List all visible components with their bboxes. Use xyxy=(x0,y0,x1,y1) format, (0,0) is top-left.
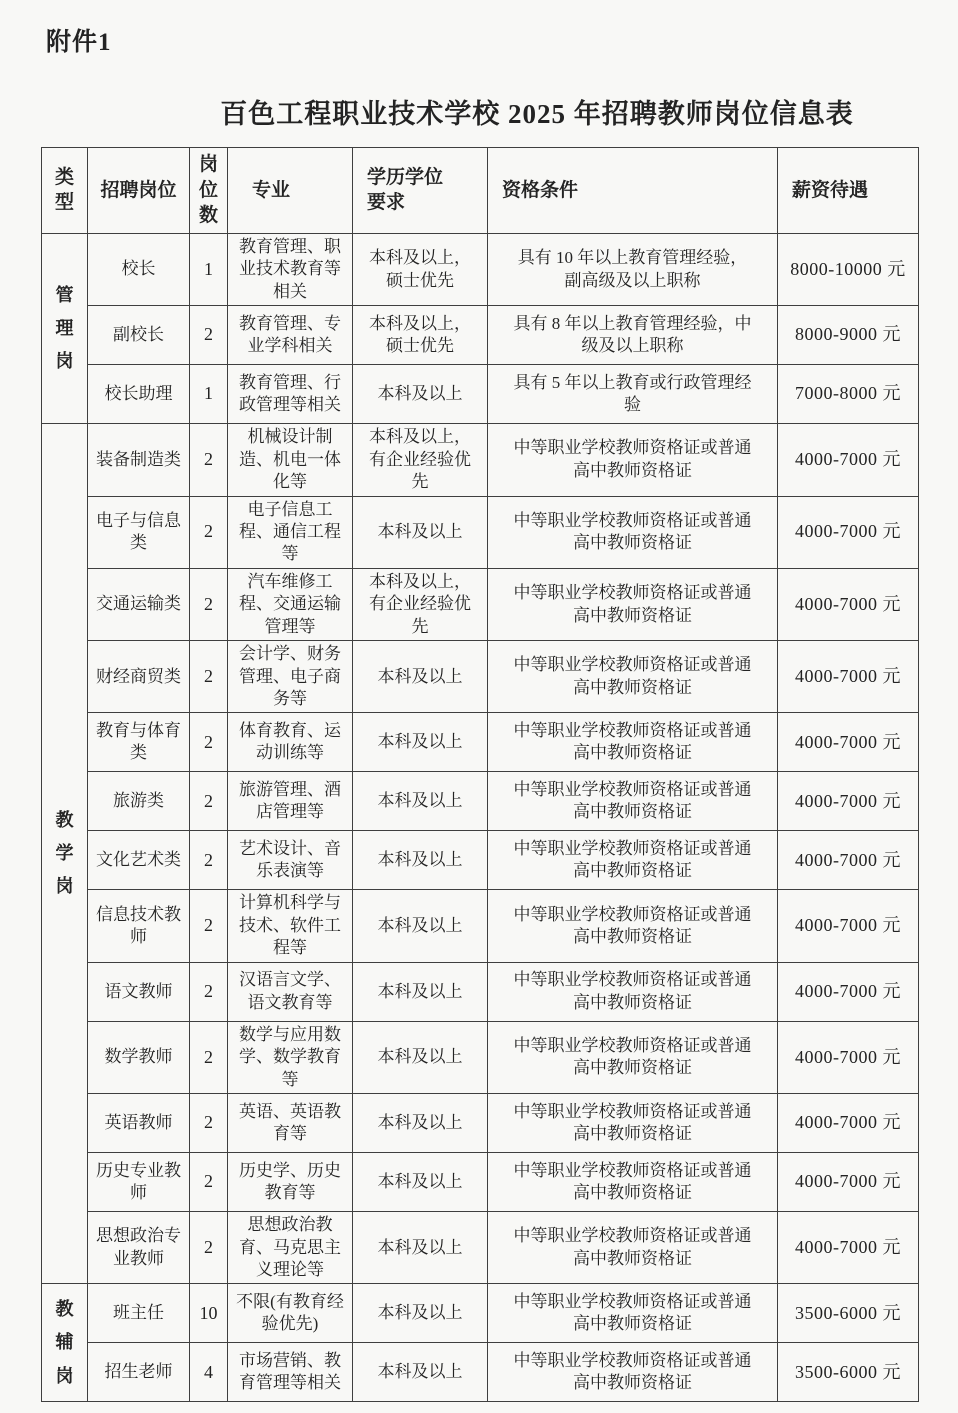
count-cell: 2 xyxy=(190,1021,228,1093)
position-cell: 文化艺术类 xyxy=(88,831,190,890)
attachment-label: 附件1 xyxy=(46,29,112,56)
education-cell: 本科及以上 xyxy=(353,962,488,1021)
count-cell: 2 xyxy=(190,496,228,568)
type-group-label: 管理岗 xyxy=(55,284,74,372)
salary-cell: 4000-7000 元 xyxy=(778,424,919,496)
qualification-cell: 中等职业学校教师资格证或普通高中教师资格证 xyxy=(488,1284,778,1343)
count-cell: 2 xyxy=(190,1153,228,1212)
position-cell: 招生老师 xyxy=(88,1343,190,1402)
count-cell: 2 xyxy=(190,772,228,831)
salary-cell: 4000-7000 元 xyxy=(778,890,919,962)
education-cell: 本科及以上 xyxy=(353,1094,488,1153)
qualification-cell: 中等职业学校教师资格证或普通高中教师资格证 xyxy=(488,772,778,831)
table-row xyxy=(42,496,919,568)
table-row xyxy=(42,233,919,305)
header-major: 专业 xyxy=(228,148,353,234)
salary-cell: 7000-8000 元 xyxy=(778,365,919,424)
major-cell: 汉语言文学、语文教育等 xyxy=(228,962,353,1021)
header-salary: 薪资待遇 xyxy=(778,148,919,234)
table-row xyxy=(42,890,919,962)
count-cell: 2 xyxy=(190,962,228,1021)
qualification-cell: 中等职业学校教师资格证或普通高中教师资格证 xyxy=(488,962,778,1021)
count-cell: 1 xyxy=(190,365,228,424)
header-type-label: 类型 xyxy=(54,166,74,214)
salary-cell: 4000-7000 元 xyxy=(778,831,919,890)
count-cell: 2 xyxy=(190,306,228,365)
major-cell: 艺术设计、音乐表演等 xyxy=(228,831,353,890)
salary-cell: 4000-7000 元 xyxy=(778,713,919,772)
education-cell: 本科及以上 xyxy=(353,1284,488,1343)
position-cell: 财经商贸类 xyxy=(88,641,190,713)
table-row xyxy=(42,641,919,713)
education-cell: 本科及以上 xyxy=(353,831,488,890)
table-body xyxy=(42,233,919,1402)
type-group-label: 教辅岗 xyxy=(55,1298,74,1386)
count-cell: 10 xyxy=(190,1284,228,1343)
table-row xyxy=(42,424,919,496)
table-row xyxy=(42,568,919,640)
position-cell: 装备制造类 xyxy=(88,424,190,496)
table-row xyxy=(42,1343,919,1402)
qualification-cell: 中等职业学校教师资格证或普通高中教师资格证 xyxy=(488,1021,778,1093)
count-cell: 2 xyxy=(190,890,228,962)
qualification-cell: 中等职业学校教师资格证或普通高中教师资格证 xyxy=(488,496,778,568)
type-group-cell xyxy=(42,233,88,423)
position-cell: 副校长 xyxy=(88,306,190,365)
major-cell: 教育管理、职业技术教育等相关 xyxy=(228,233,353,305)
qualification-cell: 中等职业学校教师资格证或普通高中教师资格证 xyxy=(488,1212,778,1284)
count-cell: 2 xyxy=(190,1212,228,1284)
major-cell: 历史学、历史教育等 xyxy=(228,1153,353,1212)
position-cell: 校长 xyxy=(88,233,190,305)
position-cell: 思想政治专业教师 xyxy=(88,1212,190,1284)
count-cell: 2 xyxy=(190,641,228,713)
position-cell: 交通运输类 xyxy=(88,568,190,640)
qualification-cell: 中等职业学校教师资格证或普通高中教师资格证 xyxy=(488,1094,778,1153)
salary-cell: 4000-7000 元 xyxy=(778,1021,919,1093)
position-cell: 校长助理 xyxy=(88,365,190,424)
major-cell: 思想政治教育、马克思主义理论等 xyxy=(228,1212,353,1284)
count-cell: 1 xyxy=(190,233,228,305)
major-cell: 不限(有教育经验优先) xyxy=(228,1284,353,1343)
salary-cell: 8000-10000 元 xyxy=(778,233,919,305)
salary-cell: 4000-7000 元 xyxy=(778,568,919,640)
salary-cell: 4000-7000 元 xyxy=(778,772,919,831)
salary-cell: 4000-7000 元 xyxy=(778,1153,919,1212)
position-cell: 英语教师 xyxy=(88,1094,190,1153)
count-cell: 2 xyxy=(190,713,228,772)
qualification-cell: 具有 5 年以上教育或行政管理经验 xyxy=(488,365,778,424)
position-cell: 班主任 xyxy=(88,1284,190,1343)
table-row xyxy=(42,1212,919,1284)
major-cell: 数学与应用数学、数学教育等 xyxy=(228,1021,353,1093)
qualification-cell: 中等职业学校教师资格证或普通高中教师资格证 xyxy=(488,1343,778,1402)
major-cell: 英语、英语教育等 xyxy=(228,1094,353,1153)
education-cell: 本科及以上 xyxy=(353,496,488,568)
count-cell: 2 xyxy=(190,1094,228,1153)
table-row xyxy=(42,1094,919,1153)
major-cell: 旅游管理、酒店管理等 xyxy=(228,772,353,831)
salary-cell: 3500-6000 元 xyxy=(778,1284,919,1343)
education-cell: 本科及以上 xyxy=(353,713,488,772)
position-cell: 数学教师 xyxy=(88,1021,190,1093)
qualification-cell: 中等职业学校教师资格证或普通高中教师资格证 xyxy=(488,424,778,496)
education-cell: 本科及以上，有企业经验优先 xyxy=(353,568,488,640)
table-row xyxy=(42,365,919,424)
education-cell: 本科及以上 xyxy=(353,365,488,424)
type-group-cell xyxy=(42,1284,88,1402)
qualification-cell: 中等职业学校教师资格证或普通高中教师资格证 xyxy=(488,713,778,772)
table-row xyxy=(42,1153,919,1212)
table-row xyxy=(42,306,919,365)
qualification-cell: 中等职业学校教师资格证或普通高中教师资格证 xyxy=(488,831,778,890)
position-cell: 信息技术教师 xyxy=(88,890,190,962)
table-row xyxy=(42,1284,919,1343)
table-row xyxy=(42,831,919,890)
salary-cell: 4000-7000 元 xyxy=(778,496,919,568)
header-position: 招聘岗位 xyxy=(88,148,190,234)
position-cell: 教育与体育类 xyxy=(88,713,190,772)
major-cell: 电子信息工程、通信工程等 xyxy=(228,496,353,568)
salary-cell: 4000-7000 元 xyxy=(778,1094,919,1153)
major-cell: 市场营销、教育管理等相关 xyxy=(228,1343,353,1402)
salary-cell: 8000-9000 元 xyxy=(778,306,919,365)
salary-cell: 4000-7000 元 xyxy=(778,641,919,713)
header-qualification: 资格条件 xyxy=(488,148,778,234)
education-cell: 本科及以上 xyxy=(353,1021,488,1093)
qualification-cell: 中等职业学校教师资格证或普通高中教师资格证 xyxy=(488,641,778,713)
qualification-cell: 中等职业学校教师资格证或普通高中教师资格证 xyxy=(488,1153,778,1212)
table-row xyxy=(42,772,919,831)
major-cell: 机械设计制造、机电一体化等 xyxy=(228,424,353,496)
header-count xyxy=(190,148,228,234)
education-cell: 本科及以上，硕士优先 xyxy=(353,233,488,305)
table-row xyxy=(42,713,919,772)
position-cell: 语文教师 xyxy=(88,962,190,1021)
table-row xyxy=(42,1021,919,1093)
header-type xyxy=(42,148,88,234)
type-group-label: 教学岗 xyxy=(55,809,74,897)
qualification-cell: 具有 10 年以上教育管理经验，副高级及以上职称 xyxy=(488,233,778,305)
education-cell: 本科及以上 xyxy=(353,641,488,713)
salary-cell: 4000-7000 元 xyxy=(778,962,919,1021)
education-cell: 本科及以上 xyxy=(353,1212,488,1284)
header-count-label: 岗位数 xyxy=(198,154,218,227)
table-header-row xyxy=(42,148,919,234)
major-cell: 会计学、财务管理、电子商务等 xyxy=(228,641,353,713)
qualification-cell: 具有 8 年以上教育管理经验，中级及以上职称 xyxy=(488,306,778,365)
page-title: 百色工程职业技术学校 2025 年招聘教师岗位信息表 xyxy=(220,99,854,129)
job-table xyxy=(41,147,919,1402)
education-cell: 本科及以上，有企业经验优先 xyxy=(353,424,488,496)
count-cell: 2 xyxy=(190,424,228,496)
position-cell: 旅游类 xyxy=(88,772,190,831)
major-cell: 汽车维修工程、交通运输管理等 xyxy=(228,568,353,640)
position-cell: 电子与信息类 xyxy=(88,496,190,568)
education-cell: 本科及以上 xyxy=(353,772,488,831)
education-cell: 本科及以上 xyxy=(353,1153,488,1212)
salary-cell: 4000-7000 元 xyxy=(778,1212,919,1284)
header-education: 学历学位要求 xyxy=(353,148,488,234)
position-cell: 历史专业教师 xyxy=(88,1153,190,1212)
qualification-cell: 中等职业学校教师资格证或普通高中教师资格证 xyxy=(488,890,778,962)
type-group-cell xyxy=(42,424,88,1284)
education-cell: 本科及以上 xyxy=(353,890,488,962)
major-cell: 计算机科学与技术、软件工程等 xyxy=(228,890,353,962)
count-cell: 2 xyxy=(190,831,228,890)
education-cell: 本科及以上，硕士优先 xyxy=(353,306,488,365)
major-cell: 教育管理、行政管理等相关 xyxy=(228,365,353,424)
salary-cell: 3500-6000 元 xyxy=(778,1343,919,1402)
qualification-cell: 中等职业学校教师资格证或普通高中教师资格证 xyxy=(488,568,778,640)
count-cell: 4 xyxy=(190,1343,228,1402)
table-row xyxy=(42,962,919,1021)
major-cell: 教育管理、专业学科相关 xyxy=(228,306,353,365)
count-cell: 2 xyxy=(190,568,228,640)
major-cell: 体育教育、运动训练等 xyxy=(228,713,353,772)
education-cell: 本科及以上 xyxy=(353,1343,488,1402)
